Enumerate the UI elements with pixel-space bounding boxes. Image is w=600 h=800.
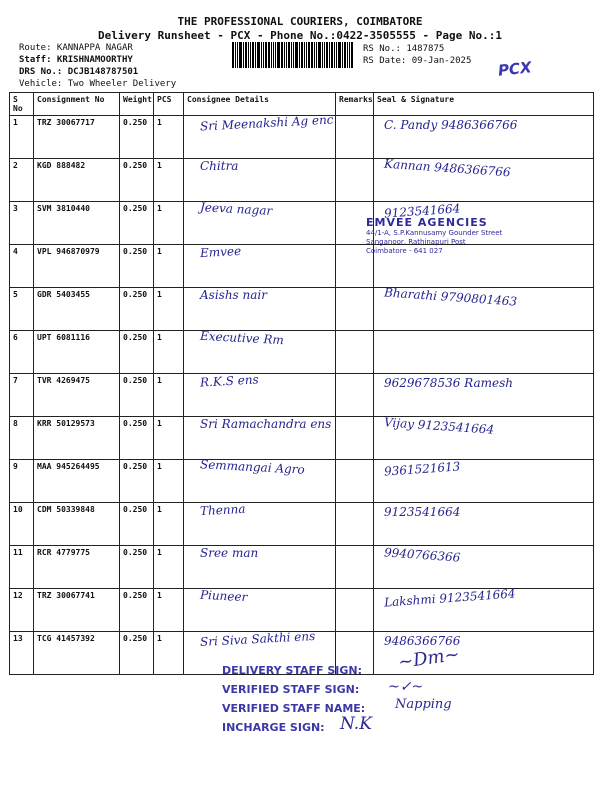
cell-weight: 0.250 [120, 417, 154, 460]
cell-pcs: 1 [154, 632, 184, 675]
barcode-bar [284, 42, 285, 68]
cell-pcs: 1 [154, 503, 184, 546]
handwritten-consignee: Semmangai Agro [199, 457, 306, 477]
barcode-bar [277, 42, 280, 68]
barcode-bar [255, 42, 256, 68]
barcode-bar [235, 42, 236, 68]
barcode-bar [306, 42, 307, 68]
handwritten-signature: 9486366766 [384, 634, 461, 648]
table-row [10, 503, 594, 546]
cell-consignment: TCG 41457392 [34, 632, 120, 675]
cell-consignment: TRZ 30067717 [34, 116, 120, 159]
cell-remarks [336, 460, 374, 503]
barcode-bar [257, 42, 260, 68]
cell-weight: 0.250 [120, 202, 154, 245]
seal-stamp-name: EMVEE AGENCIES [366, 216, 488, 229]
cell-pcs: 1 [154, 331, 184, 374]
col-weight: Weight [120, 93, 154, 116]
pcx-stamp: PCX [497, 58, 533, 80]
barcode-bar [275, 42, 276, 68]
cell-consignment: MAA 945264495 [34, 460, 120, 503]
cell-pcs: 1 [154, 460, 184, 503]
cell-sno: 2 [10, 159, 34, 202]
handwritten-signature: C. Pandy 9486366766 [384, 118, 518, 132]
cell-consignment: SVM 3810440 [34, 202, 120, 245]
cell-weight: 0.250 [120, 116, 154, 159]
barcode-bar [252, 42, 254, 68]
barcode-bar [263, 42, 264, 68]
handwritten-consignee: Sri Siva Sakthi ens [199, 628, 316, 650]
cell-seal [374, 331, 594, 374]
handwritten-consignee: Chitra [200, 159, 239, 173]
rs-date: RS Date: 09-Jan-2025 [363, 56, 472, 66]
cell-consignment: TRZ 30067741 [34, 589, 120, 632]
col-consignee: Consignee Details [184, 93, 336, 116]
barcode-bar [293, 42, 294, 68]
handwritten-signature: Lakshmi 9123541664 [383, 586, 516, 610]
handwritten-signature: 9629678536 Ramesh [384, 376, 513, 390]
barcode-bar [336, 42, 337, 68]
col-sno: S No [10, 93, 34, 116]
cell-consignment: TVR 4269475 [34, 374, 120, 417]
cell-remarks [336, 159, 374, 202]
cell-sno: 8 [10, 417, 34, 460]
cell-weight: 0.250 [120, 589, 154, 632]
barcode-bar [299, 42, 300, 68]
barcode-bar [268, 42, 270, 68]
cell-sno: 5 [10, 288, 34, 331]
cell-weight: 0.250 [120, 374, 154, 417]
barcode-bar [324, 42, 325, 68]
cell-pcs: 1 [154, 288, 184, 331]
barcode-bar [308, 42, 310, 68]
handwritten-consignee: Sri Meenakshi Ag enc [199, 112, 334, 134]
col-pcs: PCS [154, 93, 184, 116]
cell-weight: 0.250 [120, 245, 154, 288]
route-label: Route: KANNAPPA NAGAR [19, 43, 133, 53]
cell-sno: 12 [10, 589, 34, 632]
cell-pcs: 1 [154, 374, 184, 417]
incharge-sign-label: INCHARGE SIGN: [222, 721, 325, 734]
barcode-bar [322, 42, 323, 68]
barcode-bar [338, 42, 341, 68]
cell-sno: 10 [10, 503, 34, 546]
cell-pcs: 1 [154, 546, 184, 589]
col-seal: Seal & Signature [374, 93, 594, 116]
cell-remarks [336, 331, 374, 374]
barcode [232, 42, 356, 68]
cell-pcs: 1 [154, 417, 184, 460]
barcode-bar [250, 42, 251, 68]
seal-stamp [366, 216, 536, 256]
cell-remarks [336, 417, 374, 460]
drs-label: DRS No.: DCJB148787501 [19, 67, 139, 77]
barcode-bar [349, 42, 350, 68]
cell-weight: 0.250 [120, 288, 154, 331]
barcode-bar [286, 42, 287, 68]
barcode-bar [295, 42, 298, 68]
cell-sno: 13 [10, 632, 34, 675]
cell-sno: 7 [10, 374, 34, 417]
handwritten-signature: 9123541664 [384, 505, 461, 519]
handwritten-consignee: Executive Rm [199, 328, 285, 348]
cell-weight: 0.250 [120, 503, 154, 546]
table-row [10, 546, 594, 589]
handwritten-consignee: Sri Ramachandra ens [200, 417, 332, 431]
cell-sno: 3 [10, 202, 34, 245]
barcode-bar [326, 42, 328, 68]
delivery-staff-signature: ~Dm~ [396, 643, 461, 674]
barcode-bar [232, 42, 234, 68]
cell-remarks [336, 546, 374, 589]
delivery-staff-sign-label: DELIVERY STAFF SIGN: [222, 664, 363, 677]
handwritten-signature: Bharathi 9790801463 [383, 285, 518, 309]
cell-remarks [336, 589, 374, 632]
cell-pcs: 1 [154, 202, 184, 245]
cell-pcs: 1 [154, 159, 184, 202]
cell-sno: 4 [10, 245, 34, 288]
verified-staff-name-value: Napping [395, 697, 452, 712]
seal-stamp-line3: Coimbatore - 641 027 [366, 247, 443, 255]
barcode-bar [271, 42, 272, 68]
barcode-bar [304, 42, 305, 68]
staff-label: Staff: KRISHNAMOORTHY [19, 55, 133, 65]
cell-remarks [336, 288, 374, 331]
handwritten-consignee: Emvee [199, 243, 242, 261]
barcode-bar [316, 42, 317, 68]
verified-staff-name-label: VERIFIED STAFF NAME: [222, 702, 366, 715]
handwritten-signature: 9123541664 [383, 201, 461, 221]
barcode-bar [342, 42, 343, 68]
handwritten-signature: 9361521613 [383, 459, 461, 479]
handwritten-consignee: Piuneer [199, 587, 248, 605]
barcode-bar [331, 42, 333, 68]
barcode-bar [248, 42, 249, 68]
cell-weight: 0.250 [120, 460, 154, 503]
cell-weight: 0.250 [120, 546, 154, 589]
barcode-bar [314, 42, 315, 68]
handwritten-consignee: Sree man [200, 546, 259, 560]
table-header-row [10, 93, 594, 116]
barcode-bar [301, 42, 303, 68]
barcode-bar [239, 42, 242, 68]
barcode-bar [273, 42, 274, 68]
cell-consignment: UPT 6081116 [34, 331, 120, 374]
col-consignment: Consignment No [34, 93, 120, 116]
barcode-bar [237, 42, 238, 68]
cell-remarks [336, 116, 374, 159]
cell-weight: 0.250 [120, 331, 154, 374]
incharge-sign-value: N.K [340, 714, 372, 734]
seal-stamp-line2: Sanganoor, Rathinapuri Post [366, 238, 466, 246]
cell-pcs: 1 [154, 116, 184, 159]
handwritten-consignee: Jeeva nagar [199, 200, 273, 218]
handwritten-consignee: Thenna [199, 501, 246, 519]
handwritten-signature: Kannan 9486366766 [383, 156, 511, 180]
barcode-bar [344, 42, 346, 68]
barcode-bar [288, 42, 290, 68]
cell-pcs: 1 [154, 245, 184, 288]
cell-consignment: RCR 4779775 [34, 546, 120, 589]
cell-sno: 9 [10, 460, 34, 503]
cell-sno: 6 [10, 331, 34, 374]
handwritten-signature: 9940766366 [383, 545, 461, 565]
cell-consignment: CDM 50339848 [34, 503, 120, 546]
rs-number: RS No.: 1487875 [363, 44, 445, 54]
cell-remarks [336, 503, 374, 546]
vehicle-label: Vehicle: Two Wheeler Delivery [19, 79, 177, 89]
cell-pcs: 1 [154, 589, 184, 632]
barcode-bar [311, 42, 313, 68]
cell-remarks [336, 374, 374, 417]
seal-stamp-line1: 44/1-A, S.P.Kannusamy Gounder Street [366, 229, 503, 237]
cell-sno: 11 [10, 546, 34, 589]
barcode-bar [347, 42, 348, 68]
barcode-bar [261, 42, 262, 68]
barcode-bar [334, 42, 335, 68]
runsheet-subtitle: Delivery Runsheet - PCX - Phone No.:0422-3505555 - Page No.:1 [98, 29, 502, 42]
barcode-bar [291, 42, 292, 68]
handwritten-signature: Vijay 9123541664 [383, 415, 495, 437]
cell-consignment: KGD 888482 [34, 159, 120, 202]
barcode-bar [318, 42, 321, 68]
handwritten-consignee: Asishs nair [200, 288, 267, 302]
cell-sno: 1 [10, 116, 34, 159]
cell-consignment: KRR 50129573 [34, 417, 120, 460]
cell-weight: 0.250 [120, 632, 154, 675]
cell-consignment: GDR 5403455 [34, 288, 120, 331]
table-row [10, 331, 594, 374]
barcode-bar [329, 42, 330, 68]
verified-staff-signature: ~✓~ [388, 679, 424, 695]
company-title: THE PROFESSIONAL COURIERS, COIMBATORE [177, 15, 423, 28]
cell-consignment: VPL 946870979 [34, 245, 120, 288]
cell-weight: 0.250 [120, 159, 154, 202]
col-remarks: Remarks [336, 93, 374, 116]
barcode-bar [265, 42, 267, 68]
barcode-bar [243, 42, 244, 68]
barcode-bar [281, 42, 283, 68]
barcode-bar [245, 42, 247, 68]
handwritten-consignee: R.K.S ens [199, 372, 259, 390]
verified-staff-sign-label: VERIFIED STAFF SIGN: [222, 683, 360, 696]
barcode-bar [351, 42, 353, 68]
